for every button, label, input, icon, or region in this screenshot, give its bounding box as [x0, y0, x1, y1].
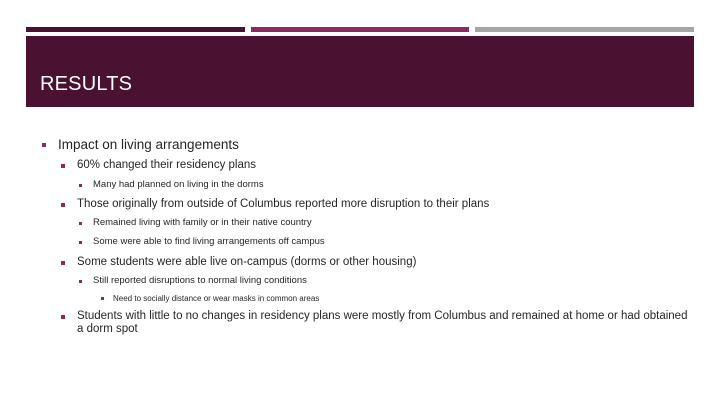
- bullet-text: Some students were able live on-campus (dorms or other housing): [77, 256, 417, 268]
- bullet-level2: [77, 159, 256, 172]
- bullet-text: Those originally from outside of Columbus reported more disruption to their plans: [77, 198, 490, 210]
- bullet-square-icon: [61, 261, 65, 265]
- bullet-level1: [58, 137, 239, 153]
- bullet-text: Remained living with family or in their native country: [93, 217, 312, 228]
- bullet-text: Many had planned on living in the dorms: [93, 179, 264, 190]
- bullet-level3: [93, 180, 264, 191]
- bullet-level2: [77, 198, 489, 211]
- bullet-square-icon: [79, 241, 82, 244]
- bullet-level3: [93, 218, 312, 229]
- bullet-level2: [77, 256, 416, 269]
- bullet-text: Students with little to no changes in residency plans were mostly from Columbus and remained at home or had obtained a dorm spot: [77, 310, 688, 336]
- bullet-text: Need to socially distance or wear masks in common areas: [113, 294, 320, 303]
- bullet-square-icon: [101, 297, 104, 300]
- slide-title: RESULTS: [40, 73, 133, 95]
- bullet-square-icon: [79, 280, 82, 283]
- bullet-square-icon: [79, 184, 82, 187]
- bullet-square-icon: [79, 222, 82, 225]
- bullet-level3: [93, 276, 307, 287]
- bullet-level4: [113, 294, 319, 303]
- bullet-text: Some were able to find living arrangements off campus: [93, 236, 325, 247]
- bullet-square-icon: [61, 203, 65, 207]
- bullet-square-icon: [61, 164, 65, 168]
- bullet-level2: [77, 310, 697, 336]
- bullet-level3: [93, 237, 325, 248]
- bullet-square-icon: [61, 315, 65, 319]
- bullet-square-icon: [42, 143, 46, 147]
- bullet-text: 60% changed their residency plans: [77, 159, 257, 171]
- bullet-text: Still reported disruptions to normal living conditions: [93, 275, 307, 286]
- bullet-text: Impact on living arrangements: [58, 137, 239, 152]
